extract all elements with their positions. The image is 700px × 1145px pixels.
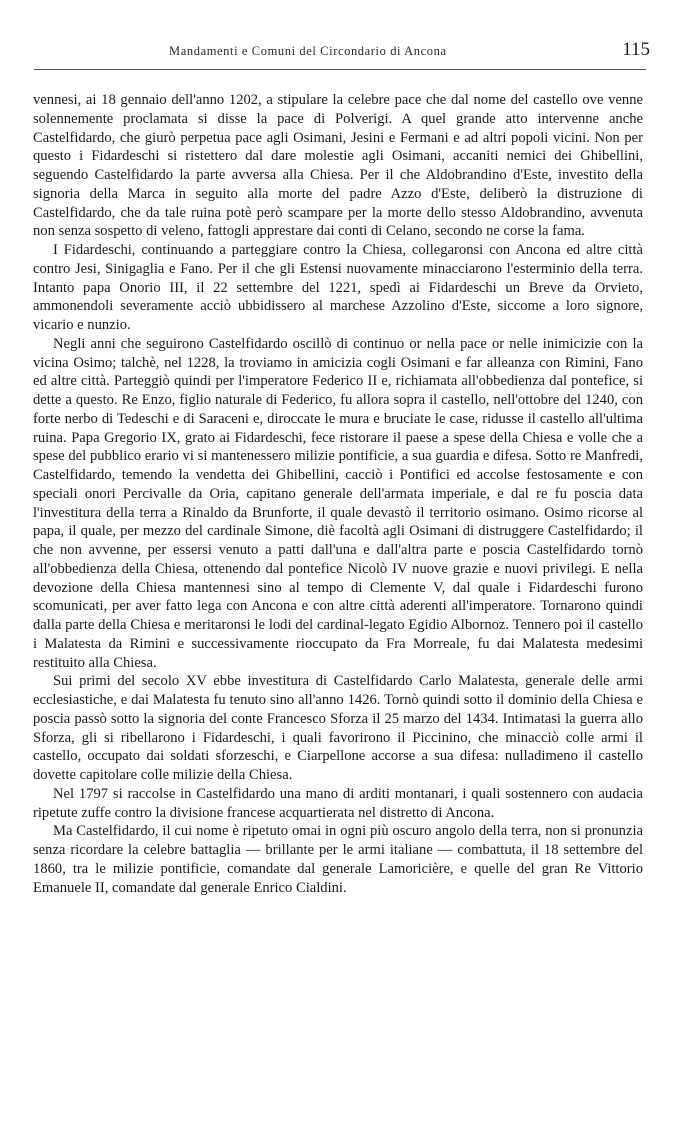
paragraph: vennesi, ai 18 gennaio dell'anno 1202, a stipulare la celebre pace che dal nome del castello ove venne solennemente proclamata si disse la pace di Polverigi. A quel grande atto intervenne anche Castelfidardo, che giurò perpetua pace agli Osimani, Jesini e Fermani e ad altri popoli vicini. Non per questo i Fidardeschi si ristettero dal dare molestie agli Osimani, accaniti nemici dei Ghibellini, seguendo Castelfidardo la parte avversa alla Chiesa. Per il che Aldobrandino d'Este, investito della signoria della Marca in seguito alla morte del padre Azzo d'Este, deliberò la distruzione di Castelfidardo, che da tale ruina potè però scampare per la morte dello stesso Aldobrandino, avvenuta non senza sospetto di veleno, fattogli apprestare dai conti di Celano, secondo ne corse la fama. <box>33 92 643 240</box>
running-title: Mandamenti e Comuni del Circondario di Ancona <box>169 44 447 58</box>
header-rule <box>34 69 646 70</box>
paragraph: Sui primi del secolo XV ebbe investitura di Castelfidardo Carlo Malatesta, generale delle armi ecclesiastiche, e dai Malatesta fu tenuto sino all'anno 1426. Tornò quindi sotto il dominio della Chiesa e poscia passò sotto la signoria del conte Francesco Sforza il 25 marzo del 1434. Intimatasi la guerra allo Sforza, gli si ribellarono i Fidardeschi, i quali favorirono il Piccinino, che minacciò colle armi il castello, occupato dai soldati sforzeschi, e Ciarpellone accorse a sua difesa: nulladimeno il castello dovette capitolare colle milizie della Chiesa. <box>33 673 643 783</box>
running-head <box>34 39 650 63</box>
page-number: 115 <box>622 39 650 60</box>
paragraph: Ma Castelfidardo, il cui nome è ripetuto omai in ogni più oscuro angolo della terra, non si pronunzia senza ricordare la celebre battaglia — brillante per le armi italiane — combattuta, il 18 settembre del 1860, tra le milizie pontificie, comandate dal generale Lamoricière, e quelle del gran Re Vittorio Emanuele II, comandate dal generale Enrico Cialdini. <box>33 823 643 896</box>
body-text <box>33 91 643 897</box>
paragraph: Nel 1797 si raccolse in Castelfidardo una mano di arditi montanari, i quali sostennero con audacia ripetute zuffe contro la divisione francese acquartierata nel distretto di Ancona. <box>33 785 643 821</box>
paragraph: Negli anni che seguirono Castelfidardo oscillò di continuo or nella pace or nelle inimicizie con la vicina Osimo; talchè, nel 1228, la troviamo in amicizia cogli Osimani e far alleanza con Rimini, Fano ed altre città. Parteggiò quindi per l'imperatore Federico II e, richiamata all'obbedienza dal pontefice, si dette a questo. Re Enzo, figlio naturale di Federico, fu allora sopra il castello, nell'ottobre del 1240, con forte nerbo di Tedeschi e di Saraceni e, diroccate le mura e bruciate le case, ridusse il castello all'ultima ruina. Papa Gregorio IX, grato ai Fidardeschi, fece ristorare il paese a spese della Chiesa e volle che a spese del pubblico erario vi si mantenessero milizie pontificie, a sua guardia e difesa. Sotto re Manfredi, Castelfidardo, temendo la vendetta dei Ghibellini, cacciò i Pontifici ed accolse festosamente e con speciali onori Percivalle da Oria, capitano generale dell'armata imperiale, e dal re fu poscia data l'investitura della terra a Rinaldo da Brunforte, il quale devastò il territorio osimano. Osimo ricorse al papa, il quale, per mezzo del cardinale Simone, diè facoltà agli Osimani di distruggere Castelfidardo; il che non avvenne, per essersi venuto a patti dall'una e dall'altra parte e poscia Castelfidardo tornò all'obbedienza della Chiesa, ottenendo dal pontefice Nicolò IV nuove grazie e nuovi privilegi. E nella devozione della Chiesa mantennesi sino al tempo di Clemente V, dal quale i Fidardeschi furono scomunicati, per aver fatto lega con Ancona e con altre città aderenti all'imperatore. Tornarono quindi dalla parte della Chiesa e meritaronsi le lodi del cardinal-legato Egidio Albornoz. Tennero poi il castello i Malatesta da Rimini e successivamente rioccupato da Fra Morreale, fu dai Malatesta medesimi restituito alla Chiesa. <box>33 335 643 671</box>
paragraph: I Fidardeschi, continuando a parteggiare contro la Chiesa, collegaronsi con Ancona ed altre città contro Jesi, Sinigaglia e Fano. Per il che gli Estensi nuovamente minacciarono l'esterminio della terra. Intanto papa Onorio III, il 22 settembre del 1221, spedì ai Fidardeschi un Breve da Orvieto, ammonendoli severamente acciò ubbidissero al marchese Azzolino d'Este, siccome a loro signore, vicario e nunzio. <box>33 242 643 333</box>
